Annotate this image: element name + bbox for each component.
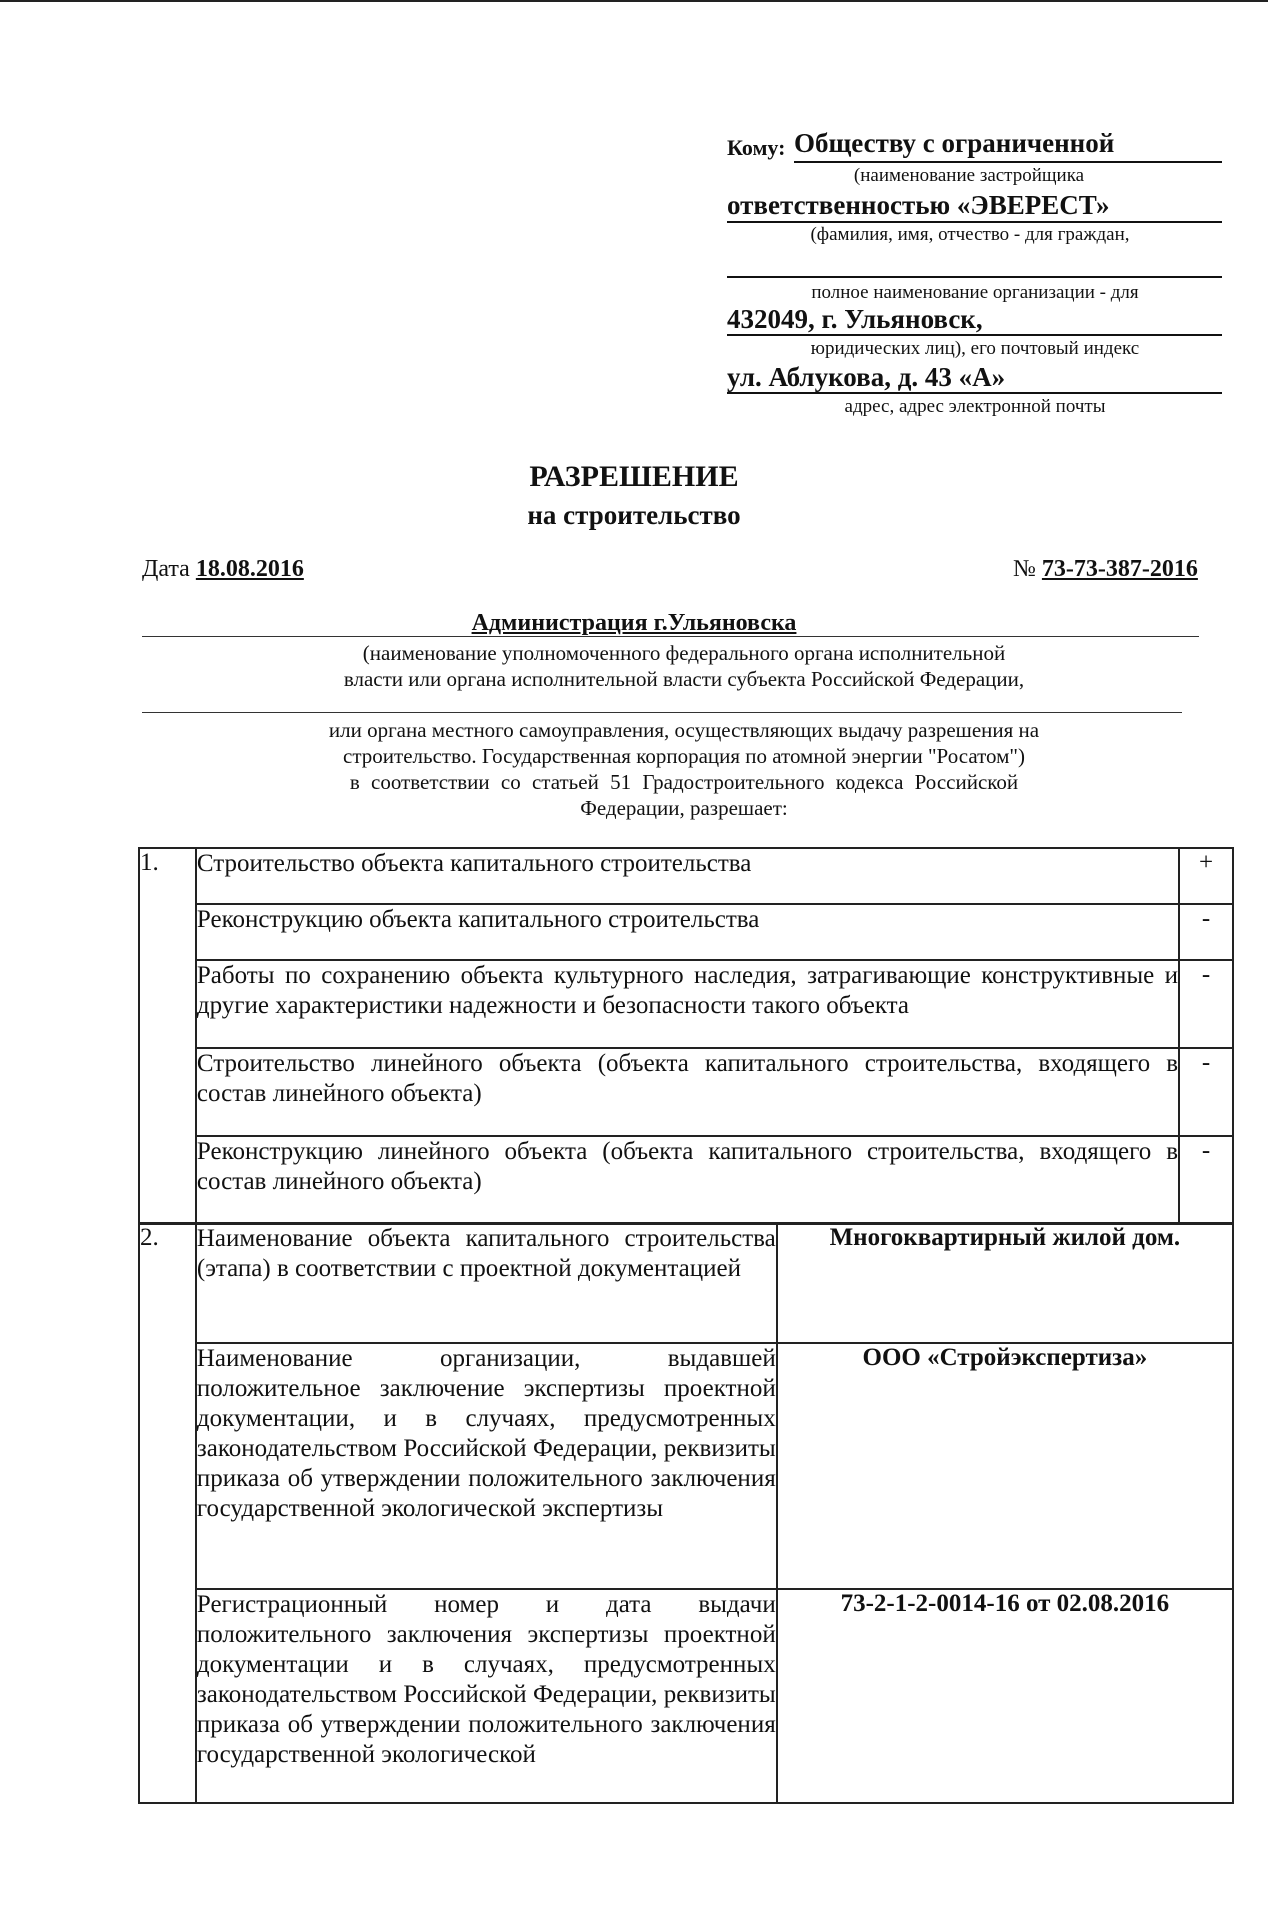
- recipient-line-2: ответственностью «ЭВЕРЕСТ»: [727, 190, 1110, 220]
- underline-5: [727, 392, 1222, 394]
- row-mark: -: [1179, 1136, 1233, 1224]
- row-mark: -: [1179, 904, 1233, 960]
- authority-desc-3: или органа местного самоуправления, осуществляющих выдачу разрешения на: [328, 718, 1040, 742]
- permit-number: 73-73-387-2016: [1041, 556, 1198, 582]
- recipient-hint-4: юридических лиц), его почтовый индекс: [810, 338, 1140, 359]
- underline-2: [727, 221, 1222, 223]
- row-text: Строительство линейного объекта (объекта капитального строительства, входящего в состав линейного объекта): [196, 1048, 1179, 1136]
- underline-3: [727, 276, 1222, 278]
- row-mark: +: [1179, 848, 1233, 904]
- row-label: Наименование организации, выдавшей положительное заключение экспертизы проектной документации, и в случаях, предусмотренных законодательством Российской Федерации, реквизиты приказа об утверждении положительного заключения государственной экологической экспертизы: [196, 1343, 777, 1589]
- recipient-hint-2: (фамилия, имя, отчество - для граждан,: [810, 224, 1130, 245]
- authority-desc-4: строительство. Государственная корпорация по атомной энергии "Росатом"): [343, 744, 1025, 768]
- authority-desc-2: власти или органа исполнительной власти субъекта Российской Федерации,: [343, 667, 1025, 691]
- table-row: [139, 1589, 1233, 1803]
- table-row: [139, 848, 1233, 904]
- number-row: [1013, 556, 1198, 583]
- document-subtitle: на строительство: [527, 500, 741, 530]
- table-row: [139, 1136, 1233, 1224]
- recipient-hint-1: (наименование застройщика: [853, 165, 1085, 186]
- authority-desc-5: в соответствии со статьей 51 Градостроительного кодекса Российской: [349, 770, 1019, 794]
- object-details-table: [138, 1222, 1234, 1804]
- number-label: №: [1013, 556, 1036, 582]
- row-mark: -: [1179, 960, 1233, 1048]
- row-mark: -: [1179, 1048, 1233, 1136]
- row-text: Работы по сохранению объекта культурного наследия, затрагивающие конструктивные и другие характеристики надежности и безопасности такого объекта: [196, 960, 1179, 1048]
- table-row: [139, 1223, 1233, 1343]
- recipient-line-1: Обществу с ограниченной: [794, 128, 1115, 158]
- table-row: [139, 960, 1233, 1048]
- section-number: 2.: [139, 1223, 196, 1803]
- authority-underline-2: [142, 712, 1182, 713]
- row-value: ООО «Стройэкспертиза»: [777, 1343, 1233, 1589]
- recipient-line-5: ул. Аблукова, д. 43 «А»: [727, 362, 1006, 392]
- table-row: [139, 904, 1233, 960]
- recipient-label: Кому:: [727, 135, 786, 160]
- recipient-line-4: 432049, г. Ульяновск,: [727, 304, 983, 334]
- row-label: Наименование объекта капитального строительства (этапа) в соответствии с проектной документацией: [196, 1223, 777, 1343]
- row-value: 73-2-1-2-0014-16 от 02.08.2016: [777, 1589, 1233, 1803]
- section-number: 1.: [139, 848, 196, 1224]
- recipient-hint-5: адрес, адрес электронной почты: [844, 396, 1106, 417]
- row-text: Реконструкцию линейного объекта (объекта капитального строительства, входящего в состав линейного объекта): [196, 1136, 1179, 1224]
- authority-underline: [142, 636, 1199, 637]
- scan-top-edge: [0, 0, 1268, 2]
- authority-desc-1: (наименование уполномоченного федерального органа исполнительной: [362, 641, 1006, 665]
- recipient-hint-3: полное наименование организации - для: [811, 282, 1139, 303]
- date-label: Дата: [142, 556, 190, 582]
- authority-desc-6: Федерации, разрешает:: [580, 796, 788, 820]
- row-label: Регистрационный номер и дата выдачи положительного заключения экспертизы проектной документации и в случаях, предусмотренных законодательством Российской Федерации, реквизиты приказа об утверждении положительного заключения государственной экологической: [196, 1589, 777, 1803]
- document-title: РАЗРЕШЕНИЕ: [529, 460, 739, 493]
- date-row: [142, 556, 304, 583]
- underline-1: [794, 161, 1222, 163]
- row-value: Многоквартирный жилой дом.: [777, 1223, 1233, 1343]
- table-row: [139, 1048, 1233, 1136]
- underline-4: [727, 334, 1222, 336]
- table-row: [139, 1343, 1233, 1589]
- authority-name: Администрация г.Ульяновска: [471, 610, 797, 636]
- row-text: Строительство объекта капитального строительства: [196, 848, 1179, 904]
- permission-type-table: [138, 847, 1234, 1225]
- row-text: Реконструкцию объекта капитального строительства: [196, 904, 1179, 960]
- date-value: 18.08.2016: [195, 556, 304, 582]
